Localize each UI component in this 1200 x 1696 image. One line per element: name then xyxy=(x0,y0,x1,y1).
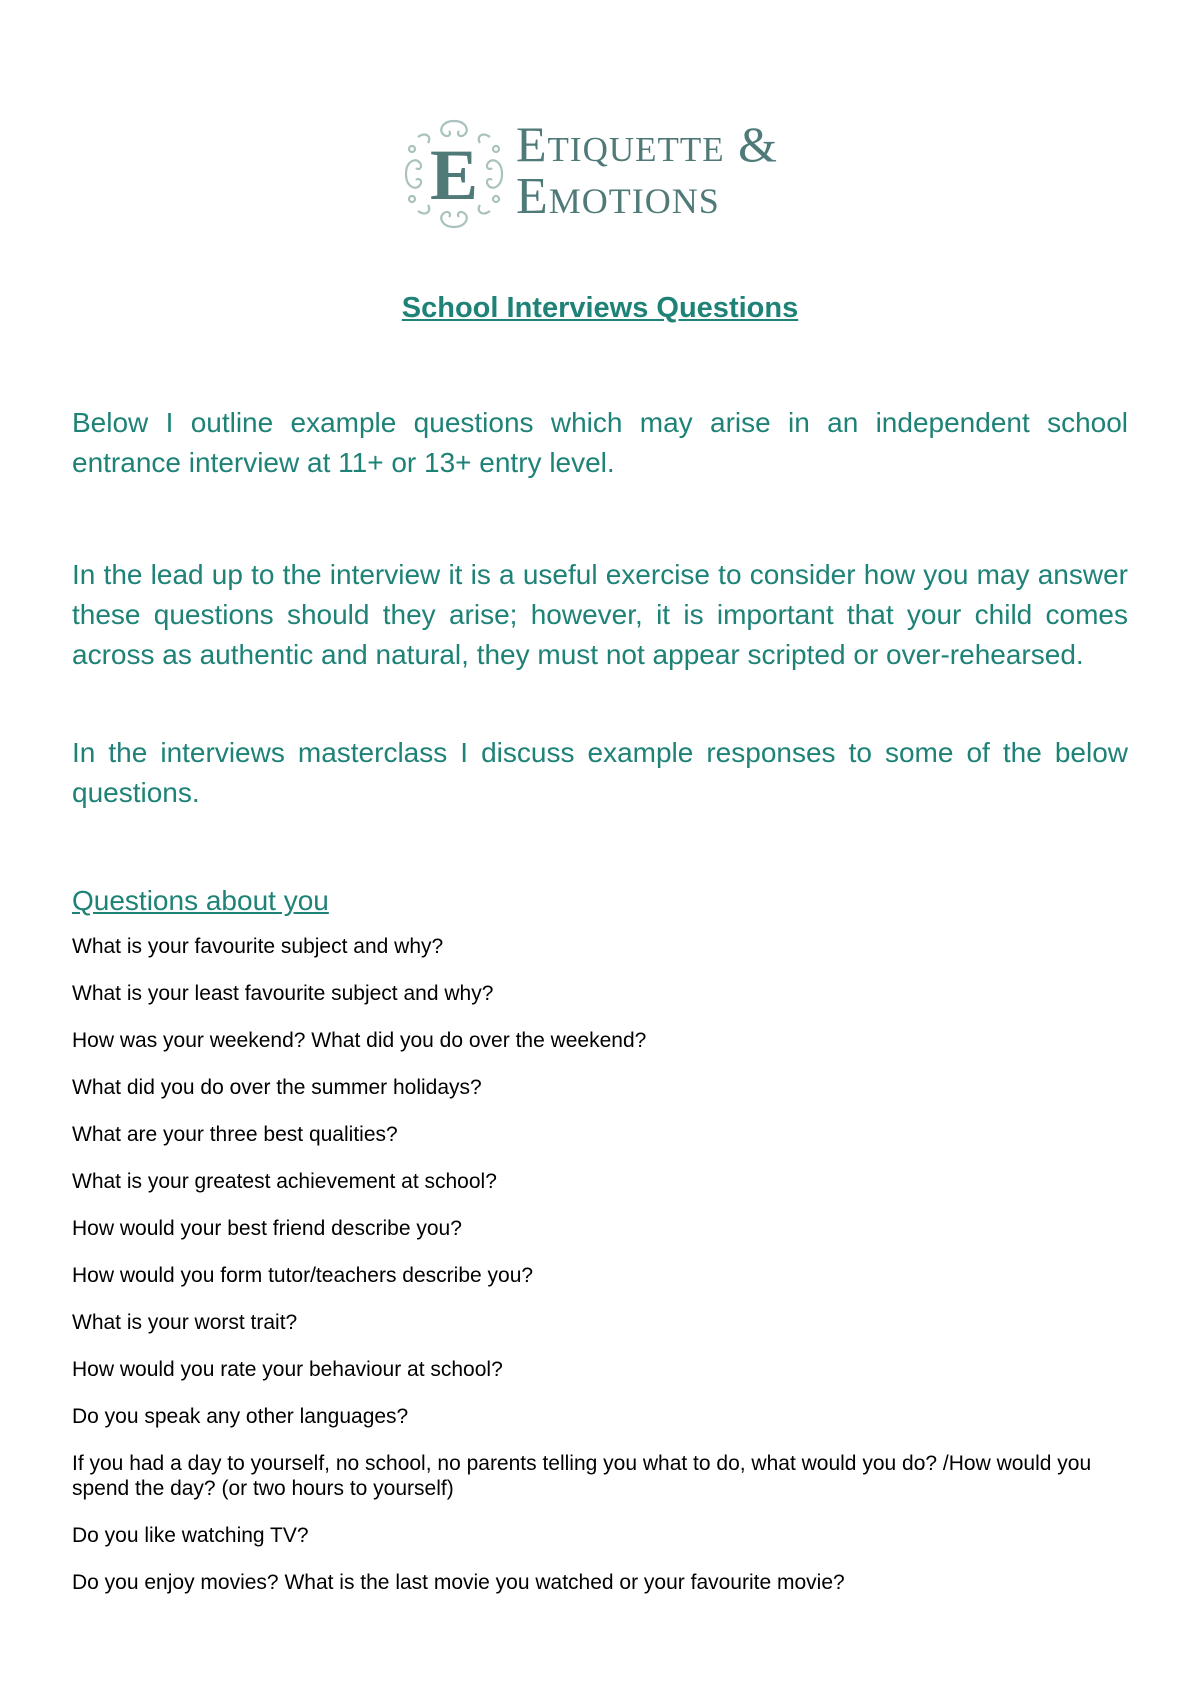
logo-wordmark-line2: Emotions xyxy=(516,168,720,225)
logo-monogram-letter: E xyxy=(429,135,479,215)
list-item: Do you enjoy movies? What is the last movie you watched or your favourite movie? xyxy=(72,1571,845,1594)
advice-paragraph: In the lead up to the interview it is a useful exercise to consider how you may answer these questions should they arise; however, it is important that your child comes across as authentic and natural, they must not appear scripted or over-rehearsed. xyxy=(72,559,1128,670)
list-item: How would your best friend describe you? xyxy=(72,1217,462,1240)
list-item: How would you rate your behaviour at school? xyxy=(72,1358,503,1381)
list-item: What is your favourite subject and why? xyxy=(72,935,444,958)
page-title: School Interviews Questions xyxy=(401,292,799,324)
list-item: What is your worst trait? xyxy=(72,1311,298,1334)
section-heading: Questions about you xyxy=(72,885,329,916)
list-item: How would you form tutor/teachers describe you? xyxy=(72,1264,534,1287)
list-item: Do you like watching TV? xyxy=(72,1524,309,1547)
list-item: What are your three best qualities? xyxy=(72,1123,398,1146)
list-item: If you had a day to yourself, no school, no parents telling you what to do, what would you do? /How would you spend the day? (or two hours to yourself) xyxy=(72,1452,1092,1500)
list-item: What did you do over the summer holidays? xyxy=(72,1076,482,1099)
logo-wordmark-line1: Etiquette & xyxy=(516,116,779,172)
intro-paragraph: Below I outline example questions which may arise in an independent school entrance interview at 11+ or 13+ entry level. xyxy=(72,407,1128,478)
question-list xyxy=(72,934,1142,1617)
list-item: How was your weekend? What did you do over the weekend? xyxy=(72,1029,647,1052)
monogram-emblem-icon xyxy=(398,115,510,233)
company-logo xyxy=(398,115,828,233)
list-item: Do you speak any other languages? xyxy=(72,1405,409,1428)
list-item: What is your greatest achievement at school? xyxy=(72,1170,497,1193)
masterclass-paragraph: In the interviews masterclass I discuss example responses to some of the below questions. xyxy=(72,737,1128,808)
list-item: What is your least favourite subject and why? xyxy=(72,982,494,1005)
